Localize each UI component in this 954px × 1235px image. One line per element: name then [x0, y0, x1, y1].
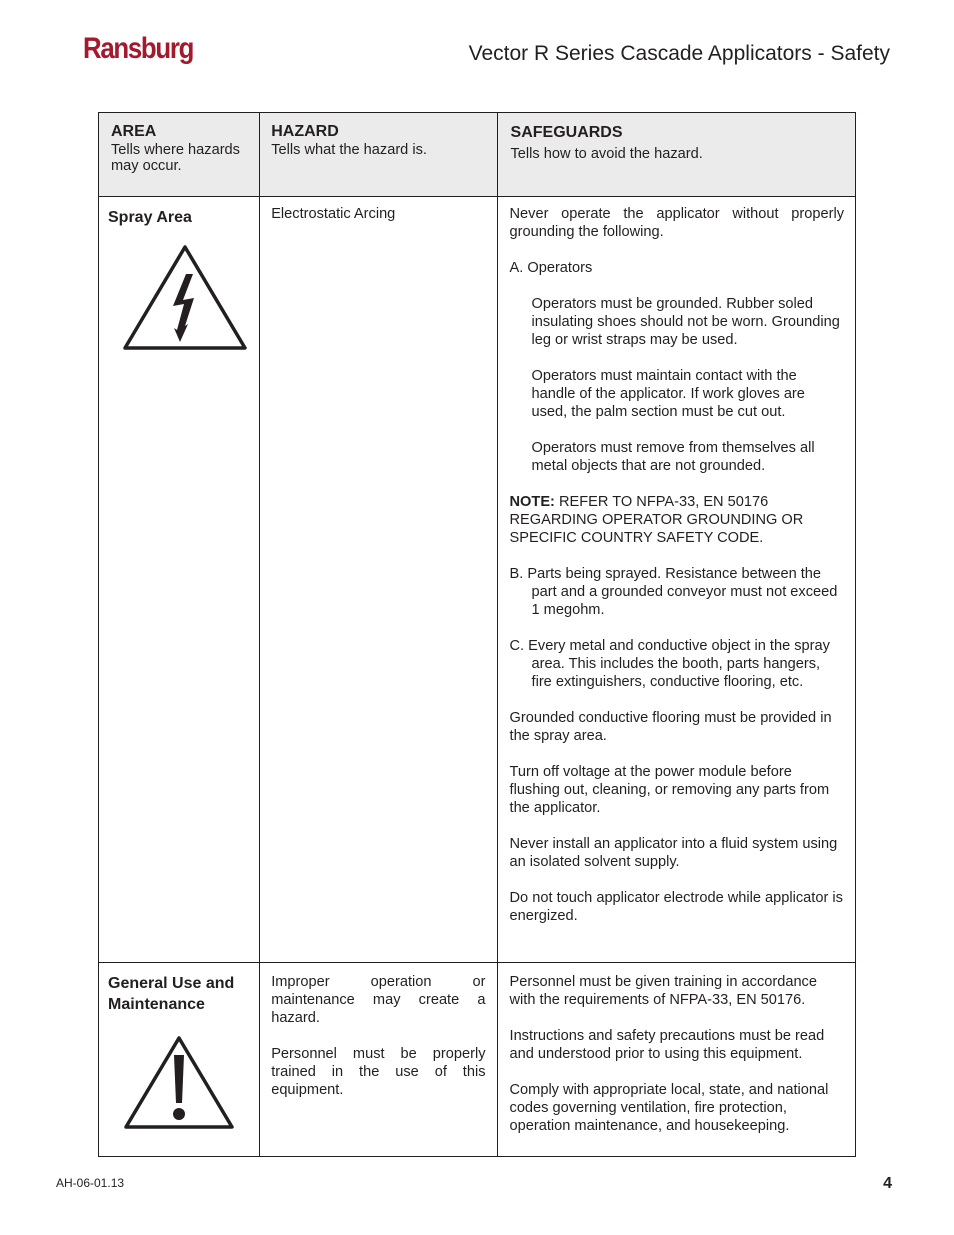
safeguard-text: C. Every metal and conductive object in the spray area. This includes the booth, parts hangers, fire extinguishers, conductive flooring, etc. [509, 638, 830, 690]
safeguard-text: Never install an applicator into a fluid system using an isolated solvent supply. [509, 836, 838, 870]
header-safeguards-desc: Tells how to avoid the hazard. [510, 146, 703, 162]
table-row [99, 963, 856, 1157]
warning-exclamation-triangle-icon [121, 1033, 237, 1133]
header-area-desc: Tells where hazards may occur. [111, 142, 240, 174]
hazard-text: Electrostatic Arcing [271, 206, 396, 222]
page-number: 4 [883, 1175, 892, 1192]
header-hazard [260, 113, 497, 197]
area-title: Spray Area [108, 209, 192, 226]
note-text: REFER TO NFPA-33, EN 50176 REGARDING OPERATOR GROUNDING OR SPECIFIC COUNTRY SAFETY CODE. [509, 494, 804, 546]
safeguard-text: Personnel must be given training in accordance with the requirements of NFPA-33, EN 50176. [509, 974, 817, 1008]
page-title: Vector R Series Cascade Applicators - Safety [468, 42, 890, 65]
header-area-label: AREA [111, 123, 157, 140]
safeguard-text: Comply with appropriate local, state, and national codes governing ventilation, fire protection, operation maintenance, and housekeeping. [509, 1082, 829, 1134]
area-cell [99, 963, 260, 1157]
table-row [99, 197, 856, 963]
header-area [99, 113, 260, 197]
hazard-cell [260, 963, 497, 1157]
hazard-text: Personnel must be properly trained in the use of this equipment. [271, 1046, 486, 1098]
safeguard-text: Never operate the applicator without properly grounding the following. [509, 206, 844, 240]
hazard-cell [260, 197, 497, 963]
ransburg-logo: Ransburg [83, 32, 194, 65]
safeguard-text: Instructions and safety precautions must be read and understood prior to using this equipment. [509, 1028, 825, 1062]
note-label: NOTE: [509, 494, 555, 510]
hazard-text: Improper operation or maintenance may create a hazard. [271, 974, 486, 1026]
safeguard-subhead: A. Operators [509, 260, 593, 276]
header-hazard-desc: Tells what the hazard is. [271, 142, 427, 158]
safeguards-cell [497, 963, 855, 1157]
area-cell [99, 197, 260, 963]
electrical-hazard-triangle-icon [120, 242, 250, 354]
safeguard-text: Do not touch applicator electrode while applicator is energized. [509, 890, 843, 924]
safety-table [98, 112, 856, 1157]
safeguard-text: Operators must maintain contact with the handle of the applicator. If work gloves are used, the palm section must be cut out. [531, 368, 805, 420]
safeguard-note [510, 493, 844, 547]
header-hazard-label: HAZARD [271, 123, 339, 140]
safeguard-text: B. Parts being sprayed. Resistance between the part and a grounded conveyor must not exceed 1 megohm. [509, 566, 838, 618]
table-header-row [99, 113, 856, 197]
header-safeguards [497, 113, 855, 197]
header-safeguards-label: SAFEGUARDS [510, 124, 623, 141]
safeguards-cell [497, 197, 855, 963]
safeguard-text: Operators must be grounded. Rubber soled insulating shoes should not be worn. Grounding leg or wrist straps may be used. [531, 296, 840, 348]
safeguard-text: Grounded conductive flooring must be provided in the spray area. [509, 710, 832, 744]
document-code: AH-06-01.13 [56, 1176, 125, 1190]
safeguard-text: Operators must remove from themselves all metal objects that are not grounded. [531, 440, 815, 474]
safeguard-text: Turn off voltage at the power module before flushing out, cleaning, or removing any parts from the applicator. [509, 764, 830, 816]
area-title: General Use and Maintenance [108, 975, 235, 1013]
